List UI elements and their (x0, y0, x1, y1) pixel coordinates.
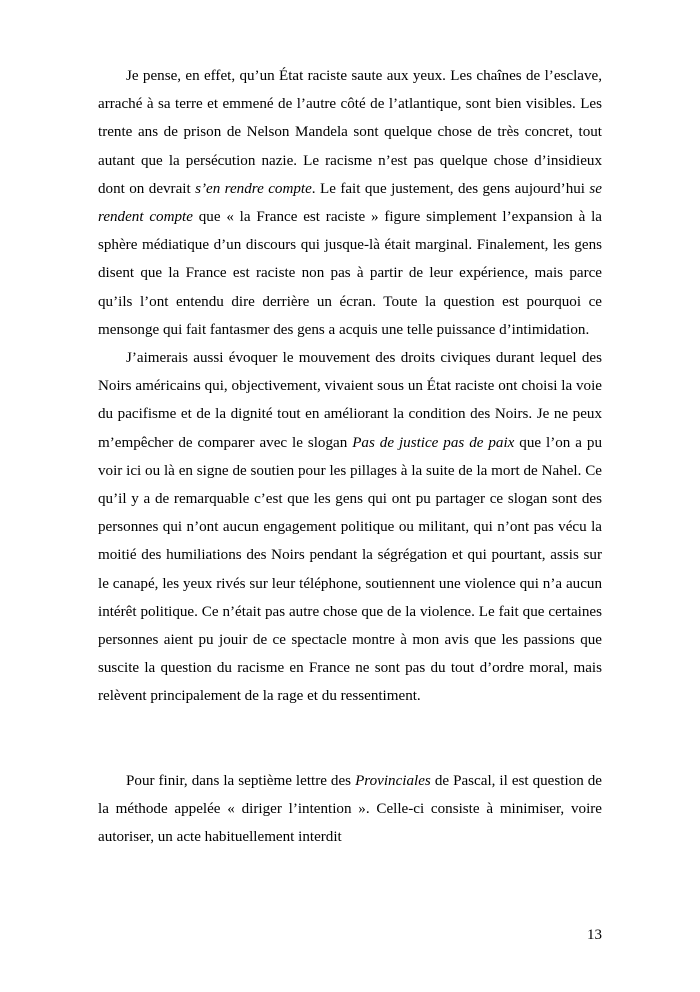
body-text-run: que « la France est raciste » figure simplement l’expansion à la sphère médiatique d’un discours qui jusque-là était marginal. Finalement, les gens disent que la France est raciste non pas à partir de leur expérience, mais parce qu’ils l’ont entendu dire derrière un écran. Toute la question est pourquoi ce mensonge qui fait fantasmer des gens a acquis une telle puissance d’intimidation. (98, 209, 602, 338)
page-body (98, 62, 602, 851)
body-text-run: Je pense, en effet, qu’un État raciste saute aux yeux. Les chaînes de l’esclave, arraché à sa terre et emmené de l’autre côté de l’atlantique, sont bien visibles. Les trente ans de prison de Nelson Mandela sont quelque chose de très concret, tout autant que la persécution nazie. Le racisme n’est pas quelque chose d’insidieux dont on devrait (98, 68, 602, 197)
emphasis-text: s’en rendre compte (195, 180, 312, 197)
body-text-run: . Le fait que justement, des gens aujourd’hui (311, 180, 590, 197)
paragraph-2 (98, 344, 602, 711)
paragraph-1 (98, 62, 602, 344)
body-text-run: J’aimerais aussi évoquer le mouvement des droits civiques durant lequel des Noirs américains qui, objectivement, vivaient sous un État raciste ont choisi la voie du pacifisme et de la dignité tout en améliorant la condition des Noirs. Je ne peux m’empêcher de comparer avec le slogan (98, 350, 602, 451)
emphasis-text: Pas de justice pas de paix (352, 434, 515, 451)
section-break (98, 711, 602, 767)
body-text-run: de Pascal, il est question de la méthode appelée « diriger l’intention ». Celle-ci consiste à minimiser, voire autoriser, un acte habituellement interdit (98, 772, 602, 846)
emphasis-text: se rendent compte (98, 180, 602, 226)
emphasis-text: Provinciales (355, 772, 431, 789)
body-text-run: que l’on a pu voir ici ou là en signe de soutien pour les pillages à la suite de la mort de Nahel. Ce qu’il y a de remarquable c’est que les gens qui ont pu partager ce slogan sont des personnes qui n’ont aucun engagement politique ou militant, qui n’ont pas vécu la moitié des humiliations des Noirs pendant la ségrégation et qui pourtant, assis sur le canapé, les yeux rivés sur leur téléphone, soutiennent une violence qui n’a aucun intérêt politique. Ce n’était pas autre chose que de la violence. Le fait que certaines personnes aient pu jouir de ce spectacle montre à mon avis que les passions que suscite la question du racisme en France ne sont pas du tout d’ordre moral, mais relèvent principalement de la rage et du ressentiment. (98, 434, 602, 705)
paragraph-3 (98, 767, 602, 852)
page-number: 13 (587, 927, 602, 943)
body-text-run: Pour finir, dans la septième lettre des (126, 772, 356, 789)
